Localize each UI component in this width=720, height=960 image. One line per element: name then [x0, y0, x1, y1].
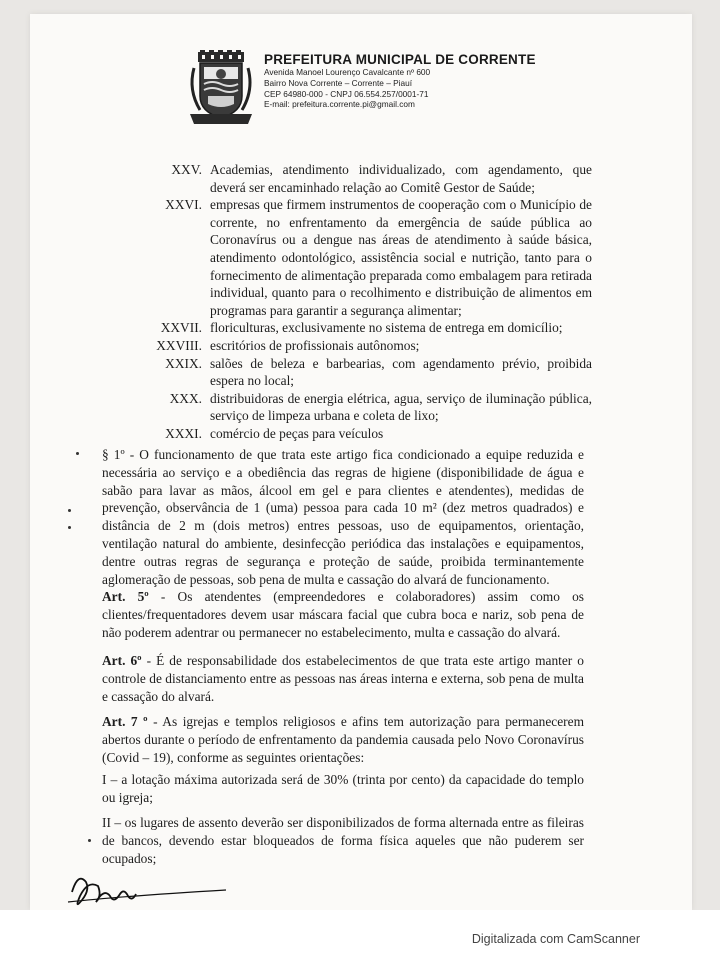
paragraph-text: § 1º - O funcionamento de que trata este artigo fica condicionado a equipe reduzida e necessária ao serviço e a obediência das regras de higiene (disponibilidade de água e sabão para lavar as mãos, álcool em gel e para clientes e atendentes), medidas de prevenção, observância de 1 (uma) pessoa para cada 10 m² (dez metros quadrados) e distância de 2 m (dois metros) entres pessoas, uso de equipamentos, orientação, ventilação natural do ambiente, desinfecção periódica das instalações e equipamentos, dentre outras regras de segurança e proteção de saúde, proibida terminantemente aglomeração de pessoas, sob pena de multa e cassação do alvará de funcionamento.	[102, 447, 584, 587]
margin-mark	[68, 509, 71, 512]
item-text: escritórios de profissionais autônomos;	[210, 337, 420, 353]
municipal-seal-icon	[186, 50, 256, 128]
article-label: Art. 6º	[102, 653, 142, 668]
list-item	[142, 319, 592, 337]
margin-mark	[68, 526, 71, 529]
item-number: XXXI.	[165, 425, 202, 441]
item-text: salões de beleza e barbearias, com agendamento prévio, proibida espera no local;	[210, 355, 592, 389]
item-number: XXVIII.	[156, 337, 202, 353]
letterhead-text	[264, 52, 536, 110]
clause-ii	[102, 814, 584, 867]
list-item	[142, 390, 592, 425]
list-item	[142, 161, 592, 196]
item-number: XXX.	[169, 390, 202, 406]
paragraph-1	[102, 446, 584, 588]
letterhead	[186, 50, 606, 130]
scanner-watermark: Digitalizada com CamScanner	[471, 932, 640, 946]
item-text: Academias, atendimento individualizado, com agendamento, que deverá ser encaminhado relação ao Comitê Gestor de Saúde;	[210, 162, 592, 195]
email-line: E-mail: prefeitura.corrente.pi@gmail.com	[264, 99, 415, 110]
handwritten-signature-icon	[64, 866, 234, 912]
article-6	[102, 652, 584, 705]
article-text: - As igrejas e templos religiosos e afins tem autorização para permanecerem abertos durante o período de enfrentamento da pandemia causada pelo Novo Coronavírus (Covid – 19), conforme as seguintes orientações:	[102, 714, 584, 765]
list-item	[142, 337, 592, 355]
clause-text: II – os lugares de assento deverão ser disponibilizados de forma alternada entre as fileiras de bancos, devendo estar bloqueados de forma física aqueles que não puderem ser ocupados;	[102, 815, 584, 866]
margin-mark	[88, 839, 91, 842]
list-item	[142, 355, 592, 390]
item-number: XXIX.	[165, 355, 202, 371]
list-item	[142, 425, 592, 443]
cep-cnpj-line: CEP 64980-000 - CNPJ 06.554.257/0001-71	[264, 88, 429, 99]
district-line: Bairro Nova Corrente – Corrente – Piauí	[264, 77, 413, 88]
article-text: - Os atendentes (empreendedores e colaboradores) assim como os clientes/frequentadores devem usar máscara facial que cubra boca e nariz, sob pena de não poderem adentrar ou permanecer no estabelecimento, multa e cassação do alvará.	[102, 589, 584, 640]
item-number: XXVI.	[165, 197, 202, 213]
article-text: - É de responsabilidade dos estabelecimentos de que trata este artigo manter o controle de distanciamento entre as pessoas nas áreas interna e externa, sob pena de multa e cassação do alvará.	[102, 653, 584, 704]
article-label: Art. 5º	[102, 589, 149, 604]
item-list	[142, 161, 592, 443]
clause-i	[102, 771, 584, 807]
item-text: floriculturas, exclusivamente no sistema de entrega em domicílio;	[210, 320, 563, 336]
article-7	[102, 713, 584, 766]
item-text: comércio de peças para veículos	[210, 425, 384, 441]
item-number: XXVII.	[160, 320, 202, 336]
margin-mark	[76, 452, 79, 455]
address-line: Avenida Manoel Lourenço Cavalcante nº 600	[264, 67, 431, 77]
clause-text: I – a lotação máxima autorizada será de 30% (trinta por cento) da capacidade do templo ou igreja;	[102, 772, 584, 805]
article-label: Art. 7 º	[102, 714, 148, 729]
article-5	[102, 588, 584, 641]
list-item	[142, 196, 592, 319]
item-text: empresas que firmem instrumentos de cooperação com o Município de corrente, no enfrentamento da emergência de saúde pública ao Coronavírus ou a dengue nas áreas de atendimento à saúde básica, atendimento odontológico, assistência social e nutrição, tanto para o fornecimento de alimentação preparada como embalagem para retirada individual, quanto para o recolhimento e distribuição de alimentos em programas para garantir a segurança alimentar;	[210, 197, 592, 318]
item-text: distribuidoras de energia elétrica, agua, serviço de iluminação pública, serviço de limpeza urbana e coleta de lixo;	[210, 390, 592, 424]
item-number: XXV.	[171, 162, 202, 177]
municipality-title: PREFEITURA MUNICIPAL DE CORRENTE	[264, 52, 536, 67]
